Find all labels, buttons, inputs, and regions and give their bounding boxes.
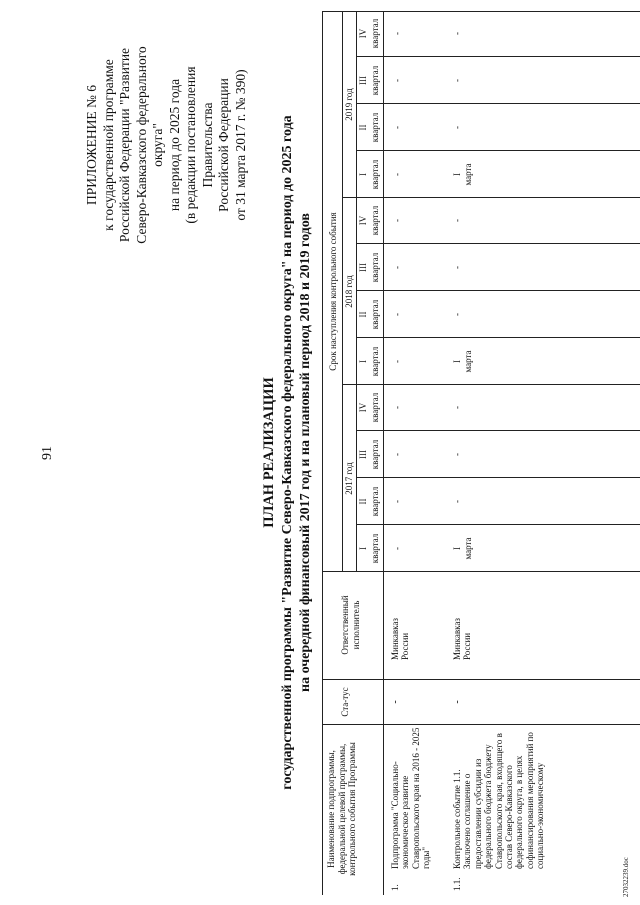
deadline-cell: - bbox=[392, 313, 402, 316]
appendix-block bbox=[84, 25, 249, 265]
quarter-label: квартал bbox=[370, 392, 380, 423]
page-number: 91 bbox=[40, 446, 55, 460]
row-status: - bbox=[390, 700, 401, 704]
quarter-number: III bbox=[358, 76, 368, 85]
quarter-number: I bbox=[358, 173, 368, 176]
header-year-2019: 2019 год bbox=[344, 88, 354, 121]
deadline-header-line bbox=[342, 11, 343, 572]
deadline-cell: - bbox=[452, 219, 462, 222]
header-status: Ста-тус bbox=[340, 687, 350, 717]
deadline-cell: - bbox=[452, 79, 462, 82]
deadline-cell: I марта bbox=[452, 350, 473, 373]
row-name: Контрольное событие 1.1. Заключено соглашение о предоставлении субсидии из федерального бюджета бюджету Ставропольского края, входящего в состав Северо-Кавказского федерального округа, в целях софинансирования мероприятий по социально-экономическому bbox=[452, 732, 546, 869]
file-name: 27032239.doc bbox=[622, 857, 630, 897]
appendix-line: ПРИЛОЖЕНИЕ № 6 bbox=[84, 84, 99, 206]
quarter-number: I bbox=[358, 547, 368, 550]
table-border-top bbox=[322, 11, 323, 895]
header-year-2018: 2018 год bbox=[344, 275, 354, 308]
quarter-label: квартал bbox=[370, 159, 380, 190]
quarter-number: II bbox=[358, 311, 368, 318]
appendix-line: к государственной программе bbox=[100, 59, 116, 231]
appendix-line: от 31 марта 2017 г. № 390) bbox=[232, 69, 248, 221]
header-responsible: Ответственный исполнитель bbox=[340, 595, 361, 655]
deadline-cell: - bbox=[392, 266, 402, 269]
quarter-number: IV bbox=[358, 28, 368, 39]
deadline-cell: - bbox=[452, 500, 462, 503]
deadline-cell: - bbox=[392, 547, 402, 550]
quarter-number: IV bbox=[358, 215, 368, 226]
quarter-label: квартал bbox=[370, 205, 380, 236]
row-responsible: Минкавказ России bbox=[452, 618, 473, 660]
header-bottom-line bbox=[383, 11, 384, 895]
appendix-line: Северо-Кавказского федерального округа" bbox=[133, 46, 165, 244]
quarter-label: квартал bbox=[370, 299, 380, 330]
year-divider bbox=[342, 197, 640, 198]
quarter-number: II bbox=[358, 124, 368, 131]
quarter-label: квартал bbox=[370, 112, 380, 143]
row-status: - bbox=[452, 700, 463, 704]
deadline-cell: - bbox=[392, 453, 402, 456]
deadline-cell: - bbox=[452, 266, 462, 269]
deadline-cell: - bbox=[392, 360, 402, 363]
deadline-cell: I марта bbox=[452, 163, 473, 186]
quarter-label: квартал bbox=[370, 486, 380, 517]
quarter-label: квартал bbox=[370, 252, 380, 283]
deadline-cell: I марта bbox=[452, 537, 473, 560]
appendix-line: (в редакции постановления Правительства bbox=[183, 66, 215, 224]
appendix-line: Российской Федерации bbox=[216, 78, 231, 212]
row-number: 1.1. bbox=[452, 877, 462, 891]
header-deadline: Срок наступления контрольного события bbox=[328, 212, 338, 371]
quarter-label: квартал bbox=[370, 18, 380, 49]
quarter-number: II bbox=[358, 498, 368, 505]
quarter-label: квартал bbox=[370, 65, 380, 96]
quarter-label: квартал bbox=[370, 533, 380, 564]
deadline-cell: - bbox=[392, 79, 402, 82]
col-divider bbox=[322, 679, 640, 680]
deadline-cell: - bbox=[392, 126, 402, 129]
row-name: Подпрограмма "Социально-экономическое развитие Ставропольского края на 2016 - 2025 годы" bbox=[390, 727, 432, 869]
deadline-cell: - bbox=[452, 453, 462, 456]
deadline-cell: - bbox=[392, 173, 402, 176]
quarter-number: III bbox=[358, 450, 368, 459]
deadline-cell: - bbox=[392, 406, 402, 409]
deadline-cell: - bbox=[452, 406, 462, 409]
row-responsible: Минкавказ России bbox=[390, 618, 411, 660]
header-year-2017: 2017 год bbox=[344, 462, 354, 495]
period-title: на очередной финансовый 2017 год и на плановый период 2018 и 2019 годов bbox=[298, 213, 313, 692]
year-divider bbox=[342, 384, 640, 385]
col-divider bbox=[322, 724, 640, 725]
header-name: Наименование подпрограммы, федеральной целевой программы, контрольного события Программы bbox=[326, 742, 357, 876]
row-number: 1. bbox=[390, 884, 400, 891]
deadline-cell: - bbox=[392, 32, 402, 35]
appendix-line: Российской Федерации "Развитие bbox=[117, 47, 132, 243]
deadline-cell: - bbox=[452, 126, 462, 129]
plan-title: ПЛАН РЕАЛИЗАЦИИ bbox=[261, 377, 277, 528]
quarter-number: I bbox=[358, 360, 368, 363]
deadline-cell: - bbox=[452, 313, 462, 316]
quarter-number: III bbox=[358, 263, 368, 272]
quarter-number: IV bbox=[358, 402, 368, 413]
deadline-cell: - bbox=[392, 219, 402, 222]
deadline-cell: - bbox=[452, 32, 462, 35]
quarter-label: квартал bbox=[370, 439, 380, 470]
year-header-line bbox=[356, 11, 357, 572]
quarter-label: квартал bbox=[370, 346, 380, 377]
program-title: государственной программы "Развитие Северо-Кавказского федерального округа" на период до 2025 года bbox=[280, 115, 295, 790]
appendix-line: на период до 2025 года bbox=[166, 78, 182, 212]
deadline-cell: - bbox=[392, 500, 402, 503]
